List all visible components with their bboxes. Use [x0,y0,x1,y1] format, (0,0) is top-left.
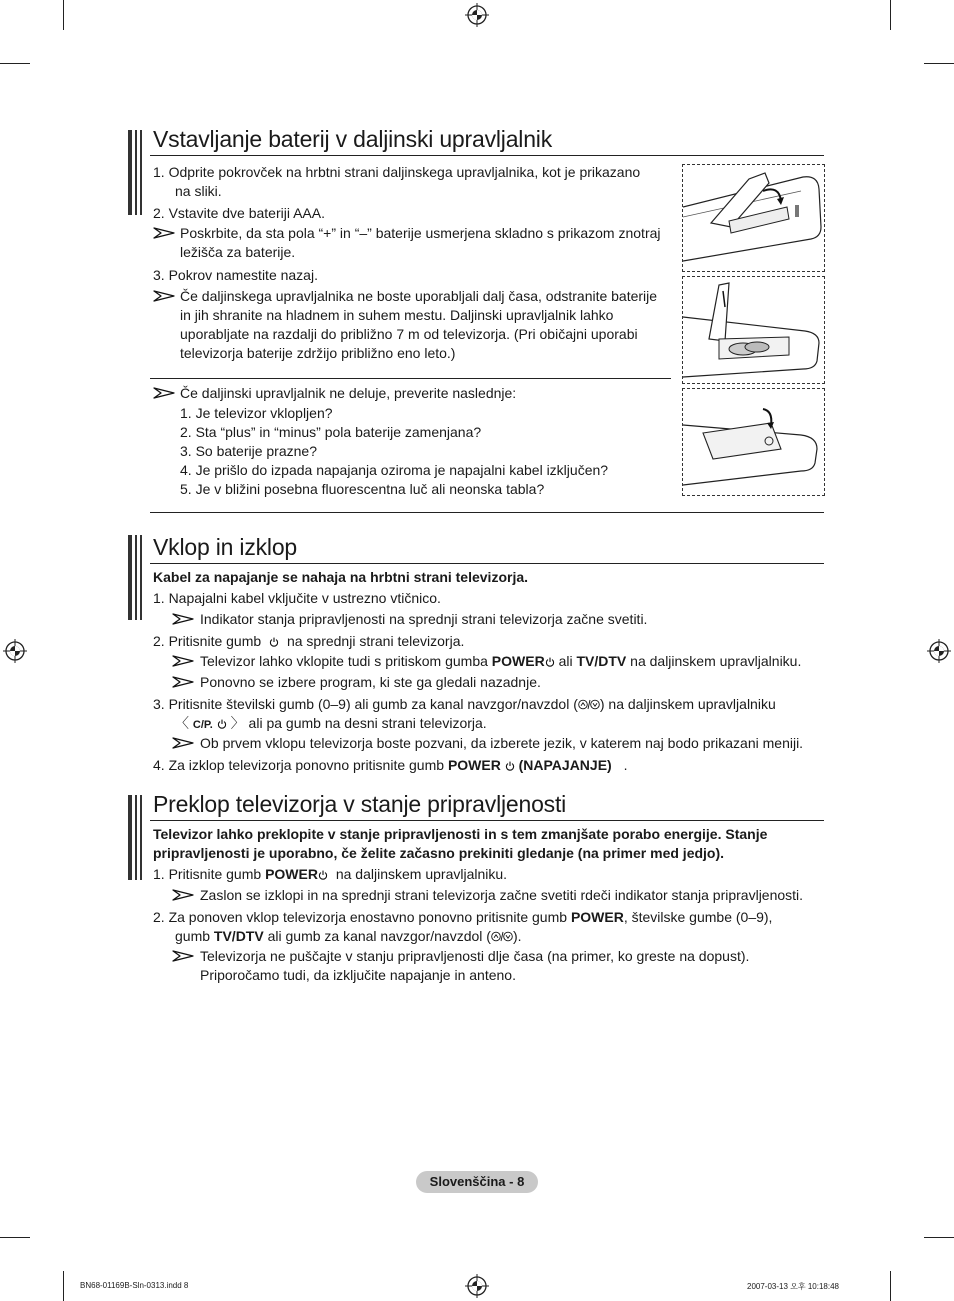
step-text [153,756,627,775]
note-text: uporabljate na razdalji do približno 7 m od televizorja. (Pri običajni uporabi [180,326,638,342]
crop-mark [924,1237,954,1238]
section-rule [150,563,824,564]
section-title-standby: Preklop televizorja v stanje pripravljenosti [153,791,567,817]
divider [150,378,671,379]
note-text: in jih shranite na hladnem in suhem mestu. Daljinski upravljalnik lahko [180,307,614,323]
section-marker [140,795,142,880]
note-text: ležišča za baterije. [180,244,296,260]
crop-mark [890,1271,891,1301]
section-intro: pripravljenosti je uporabno, če želite začasno prekiniti gledanje (na primer med jedjo). [153,845,725,861]
section-marker [135,535,137,620]
illustration-open-cover [682,164,825,272]
registration-mark-icon [465,1274,489,1298]
tvdtv-button-label: TV/DTV [576,653,627,669]
checklist-item: 1. Je televizor vklopljen? [180,405,333,421]
registration-mark-icon [3,639,27,663]
step-text-part: gumb [175,928,211,944]
step-text [153,908,772,927]
step-text-part: 4. Za izklop televizorja ponovno pritisnite gumb [153,757,445,773]
power-icon [269,637,279,647]
step-text [153,632,464,651]
note-text: Če daljinski upravljalnik ne deluje, preverite naslednje: [180,385,517,401]
print-slug-left: BN68-01169B-Sln-0313.indd 8 [80,1281,189,1290]
illustration-close-cover [682,388,825,496]
step-text: 2. Vstavite dve bateriji AAA. [153,205,325,221]
section-marker [128,535,132,620]
step-text-part: , številske gumbe (0–9), [623,909,773,925]
tvdtv-button-label: TV/DTV [213,928,264,944]
step-text-part: na sprednji strani televizorja. [286,633,465,649]
note-arrow-icon [172,655,194,667]
step-text: na sliki. [175,183,222,199]
section-marker [128,795,132,880]
note-text: Zaslon se izklopi in na sprednji strani televizorja začne svetiti rdeči indikator stanja pripravljenosti. [200,887,804,903]
section-intro: Kabel za napajanje se nahaja na hrbtni strani televizorja. [153,569,529,585]
note-arrow-icon [172,613,194,625]
step-text-part: 3. Pritisnite številski gumb (0–9) ali gumb za kanal navzgor/navzdol ( [153,696,578,712]
note-text-part: na daljinskem upravljalniku. [630,653,802,669]
note-arrow-icon [153,290,175,302]
step-text: 1. Napajalni kabel vključite v ustrezno vtičnico. [153,590,441,606]
note-text: Če daljinskega upravljalnika ne boste uporabljali dalj časa, odstranite baterije [180,288,658,304]
note-text: Ob prvem vklopu televizorja boste pozvani, da izberete jezik, v katerem naj bodo prikazani meniji. [200,735,804,751]
note-text: Ponovno se izbere program, ki ste ga gledali nazadnje. [200,674,541,690]
checklist-item: 4. Je prišlo do izpada napajanja oziroma je napajalni kabel izključen? [180,462,609,478]
checklist-item: 3. So baterije prazne? [180,443,317,459]
registration-mark-icon [927,639,951,663]
checklist-item: 2. Sta “plus” in “minus” pola baterije zamenjana? [180,424,482,440]
note-text: Televizorja ne puščajte v stanju pripravljenosti dlje časa (na primer, ko greste na dopust). [200,948,750,964]
step-text-part: ali gumb za kanal navzgor/navzdol ( [267,928,491,944]
step-text-part: ali pa gumb na desni strani televizorja. [248,715,487,731]
registration-mark-icon [465,3,489,27]
power-icon [545,657,555,667]
note-arrow-icon [153,387,175,399]
crop-mark [924,63,954,64]
note-arrow-icon [172,676,194,688]
power-icon [318,870,328,880]
note-text: Poskrbite, da sta pola “+” in “–” baterije usmerjena skladno s prikazom znotraj [180,225,661,241]
step-text-part: ) na daljinskem upravljalniku [599,696,776,712]
checklist-item: 5. Je v bližini posebna fluorescentna luč ali neonska tabla? [180,481,545,497]
power-button-label: POWER [491,653,545,669]
step-text [175,714,487,735]
channel-up-down-icon [491,931,513,942]
chevron-left-icon: 〈 [175,715,189,731]
note-text-part: Televizor lahko vklopite tudi s pritiskom gumba [200,653,488,669]
power-button-label: POWER [265,866,318,882]
note-text: Priporočamo tudi, da izključite napajanje in anteno. [200,967,516,983]
step-text [175,927,522,946]
print-slug-right: 2007-03-13 오후 10:18:48 [747,1282,839,1291]
step-text: 3. Pokrov namestite nazaj. [153,267,318,283]
crop-mark [890,0,891,30]
power-icon [217,719,227,729]
section-marker [140,130,142,215]
section-marker [135,795,137,880]
cp-button-label: C/P. [192,719,213,731]
power-button-label: POWER [570,909,624,925]
step-text-part: 2. Pritisnite gumb [153,633,262,649]
section-marker [140,535,142,620]
crop-mark [0,63,30,64]
power-button-label: POWER [447,757,501,773]
step-text-part: . [623,757,628,773]
step-text [153,695,776,714]
step-text-part: 1. Pritisnite gumb [153,866,262,882]
step-text [153,865,507,884]
napajanje-label: (NAPAJANJE) [518,757,612,773]
crop-mark [0,1237,30,1238]
note-text: televizorja baterije zdržijo približno eno leto.) [180,345,456,361]
section-rule [150,820,824,821]
power-icon [505,761,515,771]
section-title-batteries: Vstavljanje baterij v daljinski upravljalnik [153,126,553,152]
note-text: Indikator stanja pripravljenosti na sprednji strani televizorja začne svetiti. [200,611,648,627]
divider [150,512,824,513]
section-marker [128,130,132,215]
step-text-part: ). [512,928,522,944]
step-text-part: na daljinskem upravljalniku. [335,866,508,882]
chevron-right-icon: 〉 [230,715,245,731]
note-arrow-icon [172,737,194,749]
note-text-part: ali [558,653,573,669]
crop-mark [63,0,64,30]
note-text [200,652,801,671]
page-number-badge: Slovenščina - 8 [416,1171,538,1193]
section-intro: Televizor lahko preklopite v stanje pripravljenosti in s tem zmanjšate porabo energije. Stanje [153,826,768,842]
step-text-part: 2. Za ponoven vklop televizorja enostavno ponovno pritisnite gumb [153,909,568,925]
illustration-insert-batteries [682,276,825,384]
crop-mark [63,1271,64,1301]
section-marker [135,130,137,215]
note-arrow-icon [153,227,175,239]
section-rule [150,155,824,156]
step-text: 1. Odprite pokrovček na hrbtni strani daljinskega upravljalnika, kot je prikazano [153,164,641,180]
note-arrow-icon [172,950,194,962]
channel-up-down-icon [578,699,600,710]
section-title-power: Vklop in izklop [153,534,298,560]
note-arrow-icon [172,889,194,901]
